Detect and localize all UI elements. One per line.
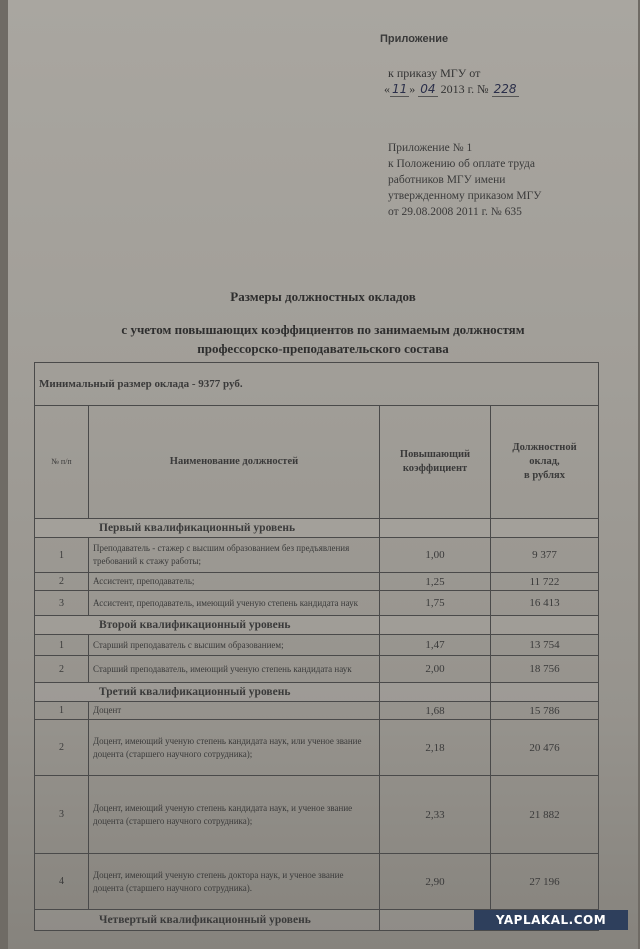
level-row <box>35 519 599 538</box>
row-coefficient: 1,00 <box>380 538 491 573</box>
row-salary: 9 377 <box>491 538 599 573</box>
level-empty-cell <box>491 519 599 538</box>
min-salary-cell: Минимальный размер оклада - 9377 руб. <box>35 363 599 406</box>
row-coefficient: 1,47 <box>380 635 491 656</box>
table-row <box>35 854 599 910</box>
row-coefficient: 2,18 <box>380 720 491 776</box>
subtitle-line: с учетом повышающих коэффициентов по занимаемым должностям <box>121 322 525 337</box>
annex-line: к Положению об оплате труда <box>388 158 535 170</box>
row-salary: 21 882 <box>491 776 599 854</box>
row-num: 1 <box>35 635 89 656</box>
col-header-salary <box>491 406 599 519</box>
row-salary: 18 756 <box>491 656 599 683</box>
row-num: 4 <box>35 854 89 910</box>
level-empty-cell <box>380 519 491 538</box>
document-sheet <box>8 0 638 949</box>
level-row <box>35 683 599 702</box>
col-header-salary-line: оклад, <box>529 456 560 467</box>
row-position: Доцент, имеющий ученую степень кандидата наук, и ученое звание доцента (старшего научного сотрудника); <box>89 776 380 854</box>
row-position: Ассистент, преподаватель, имеющий ученую степень кандидата наук <box>89 591 380 616</box>
row-coefficient: 2,90 <box>380 854 491 910</box>
document-subtitle <box>8 320 638 358</box>
annex-block <box>388 140 608 220</box>
level-empty-cell <box>380 616 491 635</box>
handwritten-month: 04 <box>420 82 436 96</box>
level-name: Второй квалификационный уровень <box>35 616 380 635</box>
annex-line: Приложение № 1 <box>388 142 473 154</box>
row-num: 2 <box>35 720 89 776</box>
row-num: 3 <box>35 591 89 616</box>
row-salary: 11 722 <box>491 573 599 591</box>
min-salary-row <box>35 363 599 406</box>
table-row <box>35 776 599 854</box>
row-num: 2 <box>35 573 89 591</box>
salary-table <box>34 362 599 931</box>
row-coefficient: 2,33 <box>380 776 491 854</box>
annex-line: утвержденному приказом МГУ <box>388 190 542 202</box>
level-empty-cell <box>380 683 491 702</box>
col-header-name: Наименование должностей <box>89 406 380 519</box>
row-salary: 16 413 <box>491 591 599 616</box>
table-row <box>35 591 599 616</box>
row-coefficient: 2,00 <box>380 656 491 683</box>
annex-line: работников МГУ имени <box>388 174 506 186</box>
col-header-num: № п/п <box>35 406 89 519</box>
row-coefficient: 1,75 <box>380 591 491 616</box>
level-name: Первый квалификационный уровень <box>35 519 380 538</box>
table-row <box>35 573 599 591</box>
row-salary: 13 754 <box>491 635 599 656</box>
row-position: Доцент, имеющий ученую степень доктора наук, и ученое звание доцента (старшего научного сотрудника). <box>89 854 380 910</box>
row-salary: 27 196 <box>491 854 599 910</box>
order-date-line: « 11 » 04 2013 г. № 228 <box>384 82 517 96</box>
row-position: Ассистент, преподаватель; <box>89 573 380 591</box>
row-num: 3 <box>35 776 89 854</box>
document-title: Размеры должностных окладов <box>230 289 416 304</box>
row-position: Доцент, имеющий ученую степень кандидата наук, или ученое звание доцента (старшего научного сотрудника); <box>89 720 380 776</box>
row-position: Доцент <box>89 702 380 720</box>
col-header-salary-line: в рублях <box>524 470 565 481</box>
handwritten-order-number: 228 <box>493 82 517 96</box>
row-salary: 15 786 <box>491 702 599 720</box>
level-row <box>35 616 599 635</box>
level-empty-cell <box>491 616 599 635</box>
table-row <box>35 702 599 720</box>
table-header-row <box>35 406 599 519</box>
row-position: Преподаватель - стажер с высшим образованием без предъявления требований к стажу работы; <box>89 538 380 573</box>
col-header-salary-line: Должностной <box>512 442 577 453</box>
row-num: 1 <box>35 538 89 573</box>
table-row <box>35 656 599 683</box>
subtitle-line: профессорско-преподавательского состава <box>197 341 449 356</box>
annex-line: от 29.08.2008 2011 г. № 635 <box>388 206 522 218</box>
table-row <box>35 720 599 776</box>
table-row <box>35 635 599 656</box>
level-empty-cell <box>491 683 599 702</box>
row-coefficient: 1,25 <box>380 573 491 591</box>
row-position: Старший преподаватель с высшим образованием; <box>89 635 380 656</box>
row-num: 1 <box>35 702 89 720</box>
level-name: Третий квалификационный уровень <box>35 683 380 702</box>
level-name: Четвертый квалификационный уровень <box>35 910 380 931</box>
appendix-label: Приложение <box>380 33 449 45</box>
table-row <box>35 538 599 573</box>
row-coefficient: 1,68 <box>380 702 491 720</box>
col-header-coef: Повышающий коэффициент <box>380 406 491 519</box>
site-watermark: YAPLAKAL.COM <box>474 910 628 930</box>
order-reference: к приказу МГУ от <box>388 66 481 80</box>
row-salary: 20 476 <box>491 720 599 776</box>
row-num: 2 <box>35 656 89 683</box>
order-year: 2013 г. № <box>440 82 489 96</box>
row-position: Старший преподаватель, имеющий ученую степень кандидата наук <box>89 656 380 683</box>
handwritten-day: 11 <box>392 82 408 96</box>
